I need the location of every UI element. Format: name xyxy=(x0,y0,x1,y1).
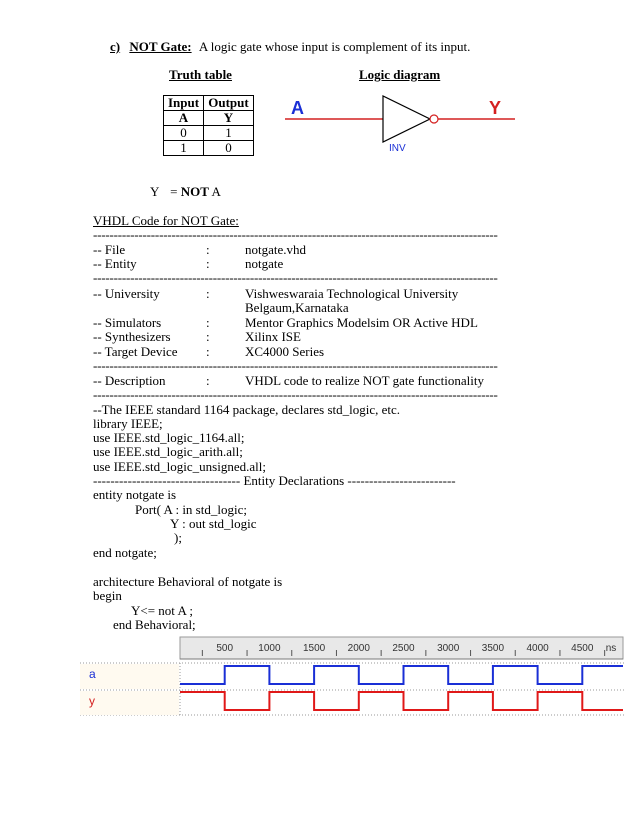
header-value: VHDL code to realize NOT gate functionality xyxy=(245,373,484,388)
header-key: -- Synthesizers xyxy=(93,329,171,344)
waveform-canvas xyxy=(80,634,625,720)
header-value: Mentor Graphics Modelsim OR Active HDL xyxy=(245,315,478,330)
comment-separator: -------------------------------------------------------------------------------------------------- xyxy=(93,227,498,242)
code-line: use IEEE.std_logic_arith.all; xyxy=(93,444,243,459)
code-line: --The IEEE standard 1164 package, declares std_logic, etc. xyxy=(93,402,401,417)
comment-separator: -------------------------------------------------------------------------------------------------- xyxy=(93,270,498,285)
header-sep: : xyxy=(206,286,210,301)
time-tick-label: 4500 xyxy=(571,643,594,654)
section-label: c) xyxy=(110,39,121,54)
header-sep: : xyxy=(206,373,210,388)
header-key: -- Simulators xyxy=(93,315,162,330)
header-sep: : xyxy=(206,315,210,330)
header-key: -- Description xyxy=(93,373,166,388)
header-key: -- Entity xyxy=(93,256,137,271)
header-sep: : xyxy=(206,242,210,257)
code-line: library IEEE; xyxy=(93,416,163,431)
header-value: notgate xyxy=(245,256,284,271)
time-tick-label: 4000 xyxy=(526,643,549,654)
time-tick-label: 2500 xyxy=(392,643,415,654)
header-key: -- File xyxy=(93,242,126,257)
diagram-output-label: Y xyxy=(489,98,502,118)
code-line: Y<= not A ; xyxy=(131,603,193,618)
code-line: architecture Behavioral of notgate is xyxy=(93,574,283,589)
header-value: Vishweswaraia Technological University xyxy=(245,286,459,301)
gate-name: NOT Gate: xyxy=(129,39,192,54)
waveform-viewer xyxy=(80,634,625,720)
logic-diagram-title: Logic diagram xyxy=(359,67,441,82)
code-line: ); xyxy=(174,530,182,545)
header-key: -- Target Device xyxy=(93,344,178,359)
code-line: Y : out std_logic xyxy=(170,516,257,531)
code-line: use IEEE.std_logic_unsigned.all; xyxy=(93,459,266,474)
truth-table xyxy=(163,95,254,156)
header-key: -- University xyxy=(93,286,160,301)
code-line: ---------------------------------- Entity Declarations ------------------------- xyxy=(93,473,456,488)
table-row xyxy=(164,141,254,156)
truth-table-cell: 0 xyxy=(164,126,204,141)
header-sep: : xyxy=(206,344,210,359)
time-tick-label: 3500 xyxy=(481,643,505,654)
header-value: notgate.vhd xyxy=(245,242,307,257)
header-value: XC4000 Series xyxy=(245,344,325,359)
gate-description: A logic gate whose input is complement of its input. xyxy=(198,39,471,54)
time-tick-label: 2000 xyxy=(347,643,370,654)
equation-rhs: A xyxy=(211,184,221,199)
code-line: use IEEE.std_logic_1164.all; xyxy=(93,430,245,445)
time-unit-label: ns xyxy=(605,643,617,654)
comment-separator: -------------------------------------------------------------------------------------------------- xyxy=(93,387,498,402)
table-row xyxy=(164,126,254,141)
gate-type-label: INV xyxy=(389,143,406,154)
code-line: begin xyxy=(93,588,122,603)
time-tick-label: 1500 xyxy=(302,643,326,654)
time-tick-label: 1000 xyxy=(258,643,281,654)
logic-diagram xyxy=(285,92,525,162)
truth-table-subheader-a: A xyxy=(164,111,204,126)
code-line: Port( A : in std_logic; xyxy=(135,502,247,517)
time-tick-label: 3000 xyxy=(437,643,460,654)
header-sep: : xyxy=(206,256,210,271)
equation-lhs: Y xyxy=(150,184,159,199)
equation-operator: NOT xyxy=(180,184,209,199)
header-sep: : xyxy=(206,329,210,344)
truth-table-title: Truth table xyxy=(169,67,232,82)
header-value-line2: Belgaum,Karnataka xyxy=(245,300,349,315)
equation-eq: = xyxy=(170,184,178,199)
code-line: end notgate; xyxy=(93,545,157,560)
code-line: end Behavioral; xyxy=(113,617,196,632)
truth-table-subheader-y: Y xyxy=(204,111,254,126)
truth-table-cell: 0 xyxy=(204,141,254,156)
truth-table-header-input: Input xyxy=(164,96,204,111)
diagram-input-label: A xyxy=(291,98,304,118)
truth-table-header-output: Output xyxy=(204,96,254,111)
signal-name-y: y xyxy=(89,694,95,708)
vhdl-title: VHDL Code for NOT Gate: xyxy=(93,213,239,228)
comment-separator: -------------------------------------------------------------------------------------------------- xyxy=(93,358,498,373)
truth-table-cell: 1 xyxy=(164,141,204,156)
code-line: entity notgate is xyxy=(93,487,177,502)
boolean-equation xyxy=(150,184,221,199)
signal-name-a: a xyxy=(89,667,96,681)
time-tick-label: 500 xyxy=(216,643,234,654)
truth-table-cell: 1 xyxy=(204,126,254,141)
header-value: Xilinx ISE xyxy=(245,329,301,344)
section-heading xyxy=(110,39,470,54)
